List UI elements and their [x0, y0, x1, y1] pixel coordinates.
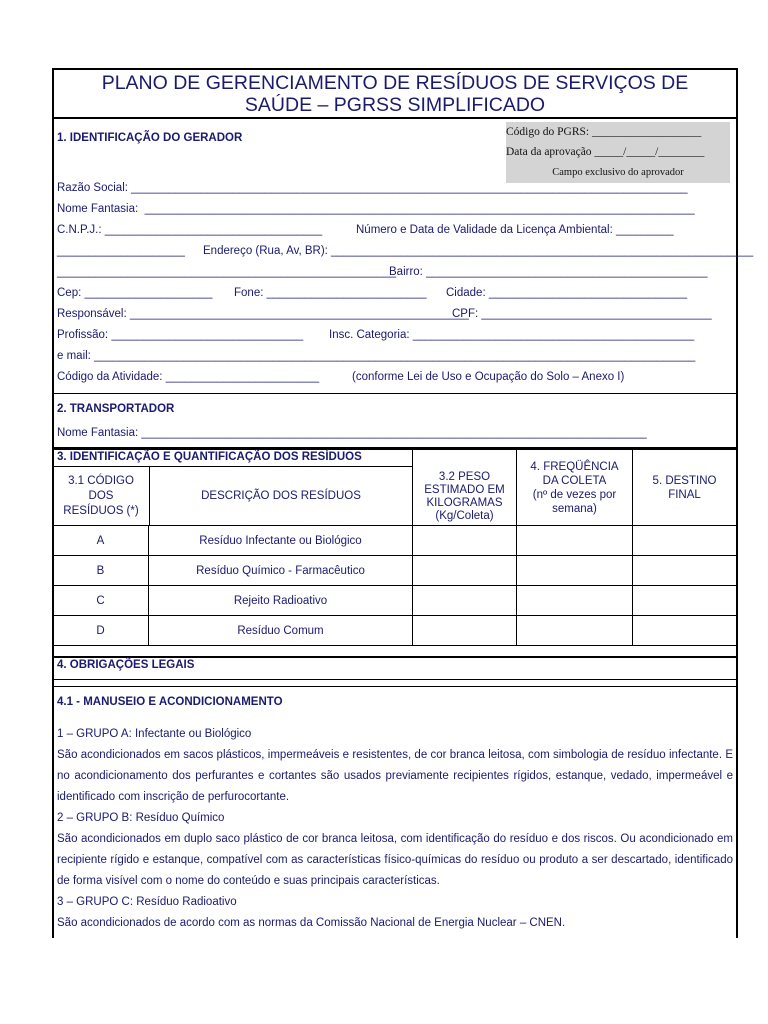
destino-cell[interactable]: [633, 526, 737, 556]
row-code: A: [53, 526, 149, 556]
header-code-line-3: RESÍDUOS (*): [63, 504, 139, 517]
razao-social-field[interactable]: Razão Social: _______________________________________________________________________________________: [57, 182, 688, 194]
pgrs-code-field[interactable]: Código do PGRS: ___________________: [506, 126, 702, 138]
obligations-text: [57, 724, 733, 934]
document-title: [52, 72, 738, 116]
header-freq-line-4: semana): [552, 502, 597, 515]
header-freq-line-1: 4. FREQÜÊNCIA: [530, 460, 619, 473]
endereco-prefix-line[interactable]: ____________________: [57, 245, 185, 257]
codigo-atividade-field[interactable]: Código da Atividade: ________________________: [57, 371, 320, 383]
cnpj-field[interactable]: C.N.P.J.: __________________________________: [57, 224, 323, 236]
header-peso: [413, 450, 517, 526]
header-destino: [633, 450, 737, 526]
peso-cell[interactable]: [413, 616, 517, 646]
header-peso-line-1: 3.2 PESO: [438, 471, 491, 483]
header-frequencia: [517, 450, 633, 526]
cidade-field[interactable]: Cidade: _______________________________: [446, 287, 688, 299]
nome-fantasia-field[interactable]: Nome Fantasia: ______________________________________________________________________________________: [57, 203, 695, 215]
group-b-title: 2 – GRUPO B: Resíduo Químico: [57, 812, 225, 824]
email-field[interactable]: e mail: ______________________________________________________________________________________________: [57, 350, 696, 362]
row-code: C: [53, 586, 149, 616]
atividade-note: (conforme Lei de Uso e Ocupação do Solo – Anexo I): [352, 371, 625, 383]
table-row: [53, 586, 737, 616]
endereco-line-2[interactable]: _____________________________________________________: [57, 266, 396, 278]
divider: [52, 686, 738, 687]
bairro-field[interactable]: Bairro: ____________________________________________: [389, 266, 708, 278]
section-4-heading: 4. OBRIGAÇÕES LEGAIS: [57, 659, 195, 671]
title-line-2: SAÚDE – PGRSS SIMPLIFICADO: [244, 94, 546, 116]
peso-cell[interactable]: [413, 526, 517, 556]
profissao-field[interactable]: Profissão: ______________________________: [57, 329, 304, 341]
section-4-1-heading: 4.1 - MANUSEIO E ACONDICIONAMENTO: [57, 696, 283, 708]
header-desc: [150, 467, 412, 525]
section-3-heading: 3. IDENTIFICAÇÃO E QUANTIFICAÇÃO DOS RESÍDUOS: [53, 450, 412, 467]
approver-note: Campo exclusivo do aprovador: [552, 167, 684, 178]
destino-cell[interactable]: [633, 586, 737, 616]
header-freq-line-2: DA COLETA: [542, 474, 607, 487]
cep-field[interactable]: Cep: ____________________: [57, 287, 213, 299]
header-destino-line-2: FINAL: [668, 488, 701, 501]
peso-cell[interactable]: [413, 586, 517, 616]
frequencia-cell[interactable]: [517, 586, 633, 616]
frequencia-cell[interactable]: [517, 616, 633, 646]
header-code-line-1: 3.1 CÓDIGO: [68, 474, 134, 487]
form-page: [52, 68, 754, 1024]
header-code: [53, 467, 150, 525]
frequencia-cell[interactable]: [517, 556, 633, 586]
header-code-line-2: DOS: [88, 489, 114, 502]
title-line-1: PLANO DE GERENCIAMENTO DE RESÍDUOS DE SERVIÇOS DE: [101, 72, 689, 94]
frequencia-cell[interactable]: [517, 526, 633, 556]
fone-field[interactable]: Fone: _________________________: [234, 287, 427, 299]
divider: [52, 656, 738, 658]
header-freq-line-3: (nº de vezes por: [532, 488, 617, 501]
transportador-fantasia-field[interactable]: Nome Fantasia: _______________________________________________________________________________: [57, 427, 647, 439]
destino-cell[interactable]: [633, 616, 737, 646]
header-peso-line-2: ESTIMADO EM: [424, 484, 505, 496]
header-peso-line-4: (Kg/Coleta): [435, 510, 494, 522]
header-peso-line-3: KILOGRAMAS: [426, 497, 503, 509]
header-desc-label: DESCRIÇÃO DOS RESÍDUOS: [201, 490, 361, 502]
approver-box: [506, 122, 730, 183]
table-row: [53, 526, 737, 556]
licenca-field[interactable]: Número e Data de Validade da Licença Ambiental: _________: [356, 224, 674, 236]
row-desc: Resíduo Comum: [149, 616, 413, 646]
row-desc: Rejeito Radioativo: [149, 586, 413, 616]
divider: [52, 117, 738, 119]
table-row: [53, 556, 737, 586]
frame-top-border: [52, 68, 738, 70]
waste-table: [52, 449, 737, 646]
row-desc: Resíduo Químico - Farmacêutico: [149, 556, 413, 586]
header-destino-line-1: 5. DESTINO: [652, 474, 717, 487]
insc-categoria-field[interactable]: Insc. Categoria: ____________________________________________: [329, 329, 695, 341]
cpf-field[interactable]: CPF: ____________________________________: [452, 308, 712, 320]
group-a-text: São acondicionados em sacos plásticos, impermeáveis e resistentes, de cor branca leitosa, com simbologia de resíduo infectante. E no acondicionamento dos perfurantes e cortantes são usados previamente recipientes rígidos, estanque, vedado, impermeável e identificado com inscrição de perfurocortante.: [57, 749, 733, 803]
endereco-field[interactable]: Endereço (Rua, Av, BR): __________________________________________________________________: [203, 245, 754, 257]
group-c-text: São acondicionados de acordo com as normas da Comissão Nacional de Energia Nuclear – CNEN.: [57, 917, 566, 929]
divider: [52, 679, 738, 680]
row-code: D: [53, 616, 149, 646]
section-2-heading: 2. TRANSPORTADOR: [57, 403, 175, 415]
section-1-heading: 1. IDENTIFICAÇÃO DO GERADOR: [57, 132, 243, 144]
row-desc: Resíduo Infectante ou Biológico: [149, 526, 413, 556]
responsavel-field[interactable]: Responsável: _____________________________________________________: [57, 308, 469, 320]
row-code: B: [53, 556, 149, 586]
group-b-text: São acondicionados em duplo saco plástico de cor branca leitosa, com identificação do resíduo e dos riscos. Ou acondicionado em recipiente rígido e estanque, compatível com as características físico-químicas do resíduo ou produto a ser descartado, identificado de forma visível com o nome do conteúdo e suas principais características.: [57, 833, 733, 887]
divider: [52, 393, 738, 394]
approval-date-field[interactable]: Data da aprovação _____/_____/________: [506, 146, 705, 158]
table-header-left: [53, 450, 413, 526]
group-a-title: 1 – GRUPO A: Infectante ou Biológico: [57, 728, 252, 740]
table-row: [53, 616, 737, 646]
destino-cell[interactable]: [633, 556, 737, 586]
group-c-title: 3 – GRUPO C: Resíduo Radioativo: [57, 896, 237, 908]
peso-cell[interactable]: [413, 556, 517, 586]
